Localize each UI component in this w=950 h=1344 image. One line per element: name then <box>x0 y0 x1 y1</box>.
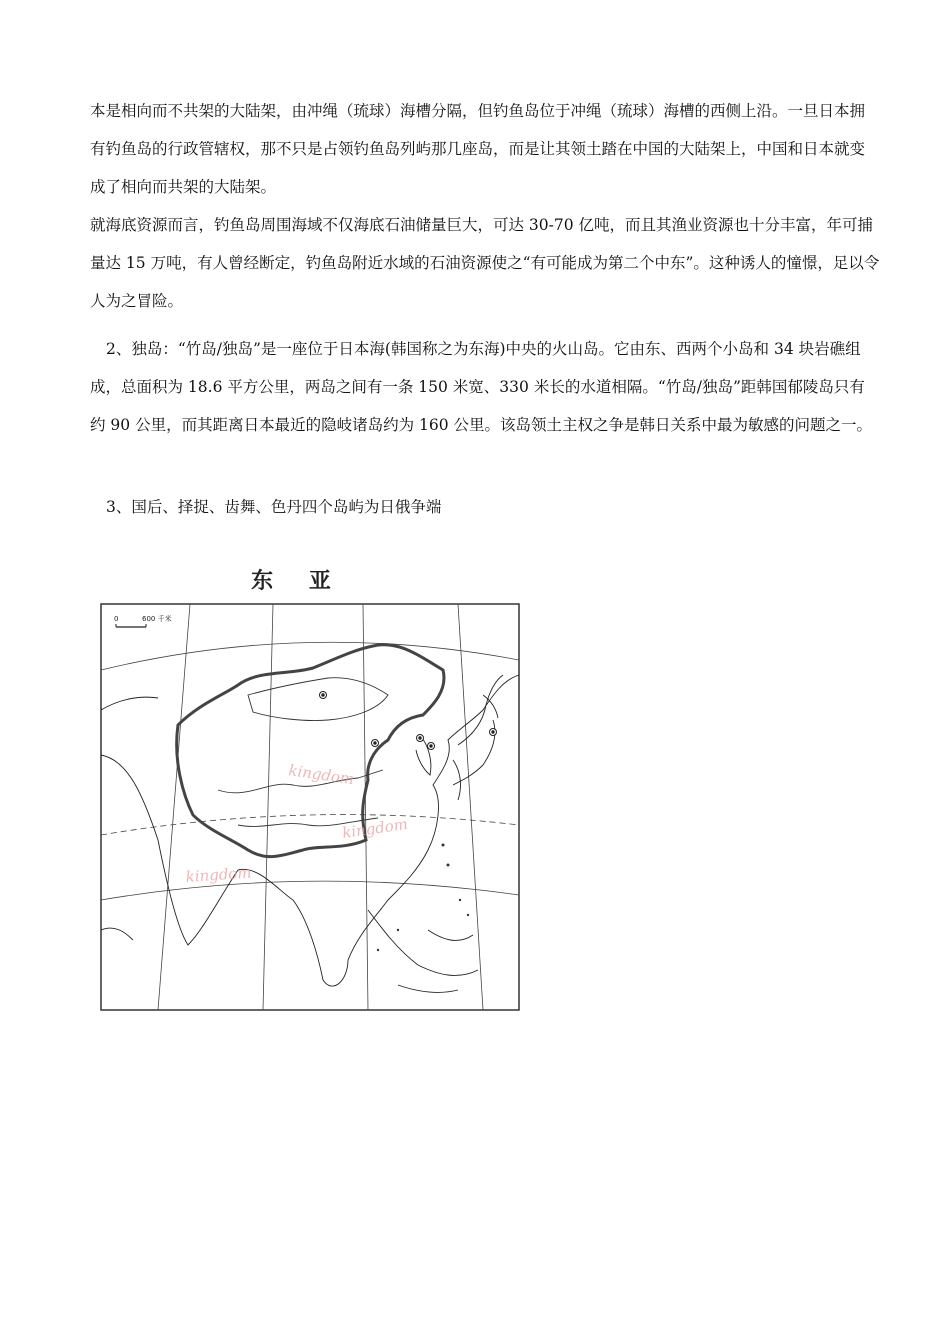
paragraph-continental-shelf: 本是相向而不共架的大陆架，由冲绳（琉球）海槽分隔，但钓鱼岛位于冲绳（琉球）海槽的西侧上沿。一旦日本拥有钓鱼岛的行政管辖权，那不只是占领钓鱼岛列屿那几座岛，而是让其领土踏在中国的大陆架上，中国和日本就变成了相向而共架的大陆架。 <box>90 102 866 196</box>
map-figure <box>98 600 534 1012</box>
watermark-3: kingdom <box>185 863 253 886</box>
watermark-1: kingdom <box>287 761 356 789</box>
paragraph-kuril-islands: 3、国后、择捉、齿舞、色丹四个岛屿为日俄争端 <box>106 498 442 516</box>
watermark-2: kingdom <box>341 814 409 842</box>
paragraph-dokdo: 2、独岛：“竹岛/独岛”是一座位于日本海(韩国称之为东海)中央的火山岛。它由东、西两个小岛和 34 块岩礁组成，总面积为 18.6 平方公里，两岛之间有一条 150 米宽、330 米长的水道相隔。“竹岛/独岛”距韩国郁陵岛只有约 90 公里，而其距离日本最近的隐岐诸岛约为 160 公里。该岛领土主权之争是韩日关系中最为敏感的问题之一。 <box>90 340 873 434</box>
map-title: 东 亚 <box>251 569 345 594</box>
scale-end-label: 600 千米 <box>142 615 172 623</box>
east-asia-map <box>98 562 534 1014</box>
map-frame <box>101 604 519 1010</box>
scale-start-label: 0 <box>114 615 119 623</box>
paragraph-seabed-resources: 就海底资源而言，钓鱼岛周围海域不仅海底石油储量巨大，可达 30-70 亿吨，而且其渔业资源也十分丰富，年可捕量达 15 万吨，有人曾经断定，钓鱼岛附近水域的石油资源使之“有可能成为第二个中东”。这种诱人的憧憬，足以令人为之冒险。 <box>90 216 880 310</box>
